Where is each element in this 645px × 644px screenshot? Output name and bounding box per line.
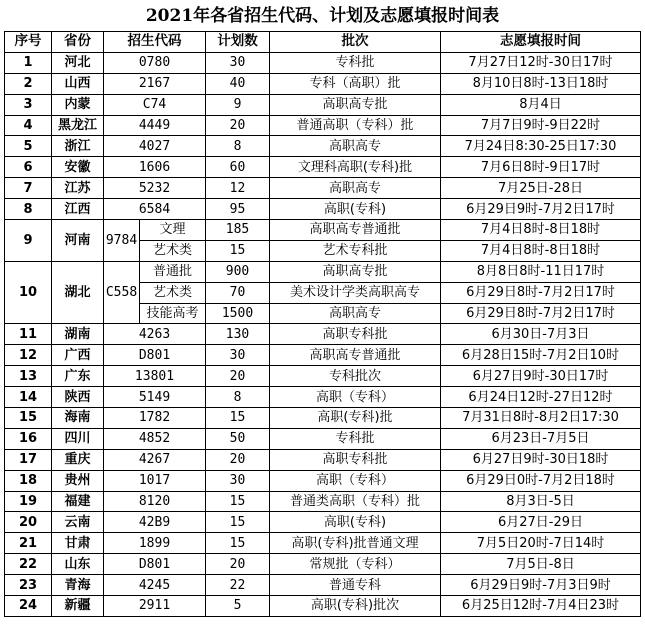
- plan-cell: 15: [206, 408, 270, 429]
- plan-cell: 70: [206, 282, 270, 303]
- batch-cell: 常规批（专科）: [270, 554, 441, 575]
- batch-cell: 高职高专: [270, 303, 441, 324]
- seq-cell: 23: [5, 575, 52, 596]
- batch-cell: 艺术专科批: [270, 240, 441, 261]
- time-cell: 7月5日-8日: [441, 554, 641, 575]
- code-cell: 6584: [104, 199, 206, 220]
- header-province: 省份: [52, 32, 104, 53]
- province-cell: 山东: [52, 554, 104, 575]
- time-cell: 8月4日: [441, 94, 641, 115]
- time-cell: 6月29日8时-7月2日17时: [441, 303, 641, 324]
- seq-cell: 22: [5, 554, 52, 575]
- province-cell: 陕西: [52, 387, 104, 408]
- code-cell: 1899: [104, 533, 206, 554]
- code-cell: 42B9: [104, 512, 206, 533]
- table-row: [5, 115, 641, 136]
- plan-cell: 15: [206, 240, 270, 261]
- province-cell: 浙江: [52, 136, 104, 157]
- province-cell: 江西: [52, 199, 104, 220]
- seq-cell: 9: [5, 220, 52, 262]
- seq-cell: 5: [5, 136, 52, 157]
- time-cell: 6月29日9时-7月2日17时: [441, 199, 641, 220]
- batch-cell: 文理科高职(专科)批: [270, 157, 441, 178]
- plan-cell: 50: [206, 428, 270, 449]
- batch-cell: 专科（高职）批: [270, 73, 441, 94]
- plan-cell: 20: [206, 449, 270, 470]
- province-cell: 福建: [52, 491, 104, 512]
- code-cell: 4263: [104, 324, 206, 345]
- schedule-table: [4, 31, 641, 617]
- seq-cell: 1: [5, 52, 52, 73]
- batch-cell: 高职高专普通批: [270, 220, 441, 241]
- code-cell: 4449: [104, 115, 206, 136]
- header-time: 志愿填报时间: [441, 32, 641, 53]
- code-cell: 9784: [104, 220, 140, 262]
- time-cell: 7月24日8:30-25日17:30: [441, 136, 641, 157]
- seq-cell: 16: [5, 428, 52, 449]
- batch-cell: 高职(专科)批次: [270, 596, 441, 617]
- plan-cell: 185: [206, 220, 270, 241]
- table-row: [5, 73, 641, 94]
- time-cell: 7月31日8时-8月2日17:30: [441, 408, 641, 429]
- province-cell: 湖北: [52, 261, 104, 324]
- seq-cell: 18: [5, 470, 52, 491]
- code-cell: 8120: [104, 491, 206, 512]
- plan-cell: 130: [206, 324, 270, 345]
- table-row: [5, 136, 641, 157]
- table-row: [5, 449, 641, 470]
- seq-cell: 14: [5, 387, 52, 408]
- code-cell: D801: [104, 345, 206, 366]
- batch-cell: 高职高专: [270, 136, 441, 157]
- province-cell: 重庆: [52, 449, 104, 470]
- batch-cell: 专科批: [270, 52, 441, 73]
- header-plan: 计划数: [206, 32, 270, 53]
- time-cell: 6月29日9时-7月3日9时: [441, 575, 641, 596]
- plan-cell: 12: [206, 178, 270, 199]
- table-row: [5, 199, 641, 220]
- table-row: [5, 596, 641, 617]
- seq-cell: 24: [5, 596, 52, 617]
- table-row: [5, 220, 641, 241]
- header-batch: 批次: [270, 32, 441, 53]
- batch-cell: 高职(专科)批普通文理: [270, 533, 441, 554]
- time-cell: 6月23日-7月5日: [441, 428, 641, 449]
- table-row: [5, 428, 641, 449]
- code-cell: 1017: [104, 470, 206, 491]
- table-row: [5, 52, 641, 73]
- seq-cell: 3: [5, 94, 52, 115]
- batch-cell: 高职专科批: [270, 324, 441, 345]
- table-row: [5, 470, 641, 491]
- seq-cell: 6: [5, 157, 52, 178]
- batch-cell: 专科批次: [270, 366, 441, 387]
- seq-cell: 21: [5, 533, 52, 554]
- time-cell: 8月3日-5日: [441, 491, 641, 512]
- time-cell: 7月27日12时-30日17时: [441, 52, 641, 73]
- plan-cell: 20: [206, 366, 270, 387]
- table-body-bottom: [5, 324, 641, 616]
- plan-cell: 20: [206, 554, 270, 575]
- batch-cell: 普通专科: [270, 575, 441, 596]
- code-cell: 2911: [104, 596, 206, 617]
- code-cell: 5232: [104, 178, 206, 199]
- seq-cell: 10: [5, 261, 52, 324]
- table-body-hubei: [5, 261, 641, 324]
- batch-cell: 普通高职（专科）批: [270, 115, 441, 136]
- province-cell: 山西: [52, 73, 104, 94]
- seq-cell: 8: [5, 199, 52, 220]
- table-body-top: [5, 52, 641, 219]
- province-cell: 内蒙: [52, 94, 104, 115]
- province-cell: 四川: [52, 428, 104, 449]
- code-cell: 0780: [104, 52, 206, 73]
- time-cell: 8月8日8时-11日17时: [441, 261, 641, 282]
- table-row: [5, 491, 641, 512]
- seq-cell: 15: [5, 408, 52, 429]
- time-cell: 6月27日-29日: [441, 512, 641, 533]
- province-cell: 青海: [52, 575, 104, 596]
- time-cell: 8月10日8时-13日18时: [441, 73, 641, 94]
- batch-cell: 高职（专科）: [270, 470, 441, 491]
- table-row: [5, 575, 641, 596]
- table-row: [5, 408, 641, 429]
- subtype-cell: 文理: [140, 220, 206, 241]
- time-cell: 7月5日20时-7日14时: [441, 533, 641, 554]
- province-cell: 广东: [52, 366, 104, 387]
- batch-cell: 高职(专科)批: [270, 408, 441, 429]
- code-cell: 2167: [104, 73, 206, 94]
- seq-cell: 12: [5, 345, 52, 366]
- table-row: [5, 178, 641, 199]
- code-cell: 1606: [104, 157, 206, 178]
- table-row: [5, 554, 641, 575]
- batch-cell: 高职高专普通批: [270, 345, 441, 366]
- plan-cell: 15: [206, 533, 270, 554]
- subtype-cell: 技能高考: [140, 303, 206, 324]
- time-cell: 7月6日8时-9日17时: [441, 157, 641, 178]
- province-cell: 广西: [52, 345, 104, 366]
- code-cell: C558: [104, 261, 140, 324]
- code-cell: 4027: [104, 136, 206, 157]
- seq-cell: 19: [5, 491, 52, 512]
- seq-cell: 13: [5, 366, 52, 387]
- table-row: [5, 261, 641, 282]
- plan-cell: 9: [206, 94, 270, 115]
- province-cell: 甘肃: [52, 533, 104, 554]
- seq-cell: 20: [5, 512, 52, 533]
- code-cell: 4852: [104, 428, 206, 449]
- time-cell: 6月27日9时-30日17时: [441, 366, 641, 387]
- plan-cell: 22: [206, 575, 270, 596]
- time-cell: 7月7日9时-9日22时: [441, 115, 641, 136]
- header-seq: 序号: [5, 32, 52, 53]
- time-cell: 6月29日0时-7月2日18时: [441, 470, 641, 491]
- subtype-cell: 普通批: [140, 261, 206, 282]
- province-cell: 云南: [52, 512, 104, 533]
- code-cell: 4267: [104, 449, 206, 470]
- province-cell: 湖南: [52, 324, 104, 345]
- plan-cell: 30: [206, 52, 270, 73]
- table-row: [5, 345, 641, 366]
- header-code: 招生代码: [104, 32, 206, 53]
- province-cell: 江苏: [52, 178, 104, 199]
- code-cell: C74: [104, 94, 206, 115]
- seq-cell: 4: [5, 115, 52, 136]
- plan-cell: 30: [206, 470, 270, 491]
- province-cell: 海南: [52, 408, 104, 429]
- seq-cell: 17: [5, 449, 52, 470]
- subtype-cell: 艺术类: [140, 282, 206, 303]
- time-cell: 7月25日-28日: [441, 178, 641, 199]
- table-row: [5, 387, 641, 408]
- table-row: [5, 324, 641, 345]
- province-cell: 河南: [52, 220, 104, 262]
- batch-cell: 高职(专科): [270, 512, 441, 533]
- seq-cell: 2: [5, 73, 52, 94]
- code-cell: 5149: [104, 387, 206, 408]
- province-cell: 安徽: [52, 157, 104, 178]
- seq-cell: 11: [5, 324, 52, 345]
- time-cell: 6月27日9时-30日18时: [441, 449, 641, 470]
- batch-cell: 美术设计学类高职高专: [270, 282, 441, 303]
- plan-cell: 95: [206, 199, 270, 220]
- batch-cell: 高职（专科）: [270, 387, 441, 408]
- batch-cell: 专科批: [270, 428, 441, 449]
- table-row: [5, 366, 641, 387]
- plan-cell: 15: [206, 512, 270, 533]
- province-cell: 新疆: [52, 596, 104, 617]
- plan-cell: 900: [206, 261, 270, 282]
- header-row: [5, 32, 641, 53]
- code-cell: 13801: [104, 366, 206, 387]
- time-cell: 6月25日12时-7月4日23时: [441, 596, 641, 617]
- province-cell: 河北: [52, 52, 104, 73]
- subtype-cell: 艺术类: [140, 240, 206, 261]
- time-cell: 7月4日8时-8日18时: [441, 220, 641, 241]
- code-cell: 1782: [104, 408, 206, 429]
- time-cell: 6月29日8时-7月2日17时: [441, 282, 641, 303]
- plan-cell: 8: [206, 136, 270, 157]
- time-cell: 6月30日-7月3日: [441, 324, 641, 345]
- table-row: [5, 533, 641, 554]
- province-cell: 贵州: [52, 470, 104, 491]
- province-cell: 黑龙江: [52, 115, 104, 136]
- table-row: [5, 512, 641, 533]
- seq-cell: 7: [5, 178, 52, 199]
- plan-cell: 15: [206, 491, 270, 512]
- code-cell: 4245: [104, 575, 206, 596]
- plan-cell: 60: [206, 157, 270, 178]
- plan-cell: 20: [206, 115, 270, 136]
- plan-cell: 40: [206, 73, 270, 94]
- plan-cell: 8: [206, 387, 270, 408]
- batch-cell: 高职(专科): [270, 199, 441, 220]
- table-row: [5, 157, 641, 178]
- time-cell: 6月28日15时-7月2日10时: [441, 345, 641, 366]
- batch-cell: 高职高专批: [270, 94, 441, 115]
- time-cell: 7月4日8时-8日18时: [441, 240, 641, 261]
- batch-cell: 高职专科批: [270, 449, 441, 470]
- batch-cell: 普通类高职（专科）批: [270, 491, 441, 512]
- table-body-henan: [5, 220, 641, 262]
- time-cell: 6月24日12时-27日12时: [441, 387, 641, 408]
- plan-cell: 5: [206, 596, 270, 617]
- code-cell: D801: [104, 554, 206, 575]
- plan-cell: 1500: [206, 303, 270, 324]
- plan-cell: 30: [206, 345, 270, 366]
- batch-cell: 高职高专批: [270, 261, 441, 282]
- batch-cell: 高职高专: [270, 178, 441, 199]
- table-row: [5, 94, 641, 115]
- page-title: 2021年各省招生代码、计划及志愿填报时间表: [145, 6, 500, 26]
